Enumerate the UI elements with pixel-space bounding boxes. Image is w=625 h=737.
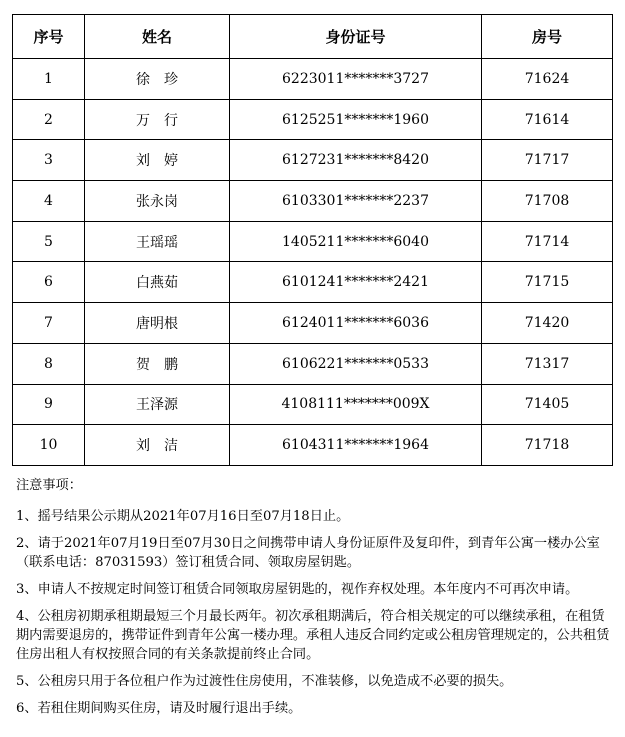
row-room-number: 71420	[482, 303, 613, 344]
table-row	[13, 425, 613, 466]
table-row	[13, 303, 613, 344]
row-id-number: 6104311*******1964	[230, 425, 482, 466]
row-room-number: 71714	[482, 221, 613, 262]
row-name: 王泽源	[85, 384, 230, 425]
row-id-number: 6106221*******0533	[230, 343, 482, 384]
row-room-number: 71715	[482, 262, 613, 303]
header-id-number: 身份证号	[230, 15, 482, 59]
header-room-number: 房号	[482, 15, 613, 59]
row-room-number: 71708	[482, 181, 613, 222]
row-id-number: 6101241*******2421	[230, 262, 482, 303]
row-room-number: 71614	[482, 99, 613, 140]
row-serial: 10	[13, 425, 85, 466]
row-room-number: 71405	[482, 384, 613, 425]
row-name: 唐明根	[85, 303, 230, 344]
row-name: 万 行	[85, 99, 230, 140]
row-name: 刘 洁	[85, 425, 230, 466]
row-id-number: 6125251*******1960	[230, 99, 482, 140]
notes-section	[16, 476, 616, 726]
note-item: 6、若租住期间购买住房，请及时履行退出手续。	[16, 701, 302, 716]
row-room-number: 71624	[482, 59, 613, 100]
row-name: 张永岗	[85, 181, 230, 222]
row-name: 贺 鹏	[85, 343, 230, 384]
row-name: 白燕茹	[85, 262, 230, 303]
row-id-number: 1405211*******6040	[230, 221, 482, 262]
note-item: 4、公租房初期承租期最短三个月最长两年。初次承租期满后，符合相关规定的可以继续承租，在租赁期内需要退房的，携带证件到青年公寓一楼办理。承租人违反合同约定或公租房管理规定的，公共租赁住房出租人有权按照合同的有关条款提前终止合同。	[16, 609, 610, 662]
row-serial: 5	[13, 221, 85, 262]
row-serial: 1	[13, 59, 85, 100]
row-serial: 4	[13, 181, 85, 222]
row-room-number: 71718	[482, 425, 613, 466]
note-item: 5、公租房只用于各位租户作为过渡性住房使用，不准装修，以免造成不必要的损失。	[16, 674, 513, 689]
table-row	[13, 181, 613, 222]
row-name: 王瑶瑶	[85, 221, 230, 262]
table-row	[13, 384, 613, 425]
table-row	[13, 99, 613, 140]
row-serial: 9	[13, 384, 85, 425]
row-serial: 6	[13, 262, 85, 303]
table-header-row	[13, 15, 613, 59]
allocation-table-container	[12, 14, 612, 466]
note-item: 3、申请人不按规定时间签订租赁合同领取房屋钥匙的，视作弃权处理。本年度内不可再次申请。	[16, 582, 579, 597]
row-serial: 8	[13, 343, 85, 384]
table-row	[13, 221, 613, 262]
allocation-table	[12, 14, 613, 466]
header-serial: 序号	[13, 15, 85, 59]
row-id-number: 6127231*******8420	[230, 140, 482, 181]
row-serial: 7	[13, 303, 85, 344]
note-item: 1、摇号结果公示期从2021年07月16日至07月18日止。	[16, 509, 350, 524]
row-id-number: 4108111*******009X	[230, 384, 482, 425]
notes-title: 注意事项：	[16, 478, 82, 493]
row-room-number: 71717	[482, 140, 613, 181]
header-name: 姓名	[85, 15, 230, 59]
row-name: 徐 珍	[85, 59, 230, 100]
table-row	[13, 140, 613, 181]
table-row	[13, 262, 613, 303]
row-id-number: 6124011*******6036	[230, 303, 482, 344]
note-item: 2、请于2021年07月19日至07月30日之间携带申请人身份证原件及复印件，到青年公寓一楼办公室（联系电话：87031593）签订租赁合同、领取房屋钥匙。	[16, 536, 600, 570]
table-row	[13, 343, 613, 384]
row-room-number: 71317	[482, 343, 613, 384]
table-row	[13, 59, 613, 100]
row-serial: 3	[13, 140, 85, 181]
row-id-number: 6223011*******3727	[230, 59, 482, 100]
row-id-number: 6103301*******2237	[230, 181, 482, 222]
row-serial: 2	[13, 99, 85, 140]
row-name: 刘 婷	[85, 140, 230, 181]
